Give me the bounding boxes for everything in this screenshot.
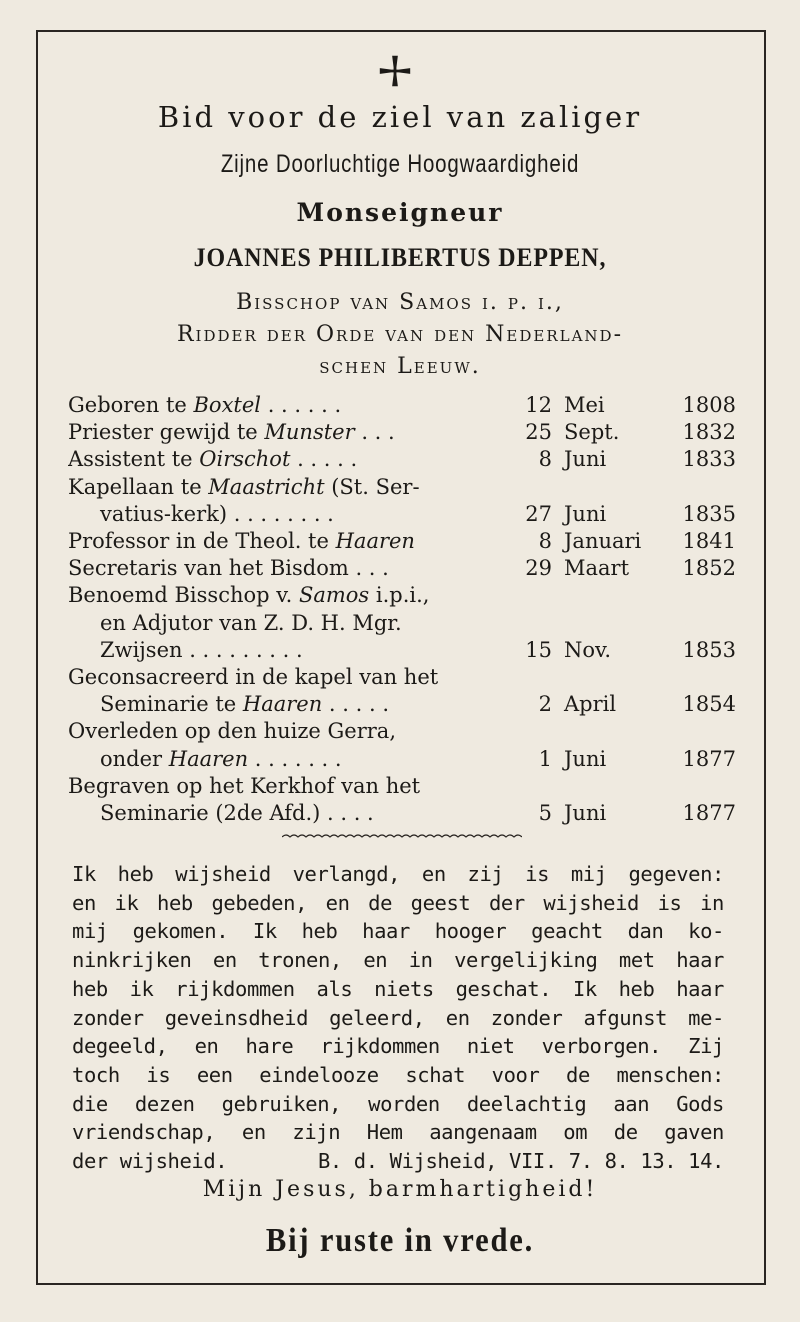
career-description — [68, 664, 508, 718]
career-date — [508, 419, 736, 446]
career-year: 1877 — [682, 746, 736, 771]
career-year: 1832 — [682, 420, 736, 445]
career-description — [68, 718, 508, 772]
career-year: 1833 — [682, 447, 736, 472]
quote-source-line — [72, 1147, 724, 1176]
career-day: 27 — [525, 501, 552, 526]
career-day: 15 — [525, 637, 552, 662]
quote-line: vriendschap, en zijn Hem aangenaam om de gaven — [72, 1120, 724, 1145]
career-day: 1 — [538, 746, 552, 771]
career-description — [68, 773, 508, 827]
career-entry — [68, 664, 738, 718]
career-description-line: Kapellaan te Maastricht (St. Ser- — [68, 474, 420, 499]
career-date — [508, 746, 736, 773]
career-description-line: Benoemd Bisschop v. Samos i.p.i., — [68, 583, 430, 608]
career-description-line: Secretaris van het Bisdom . . . — [68, 556, 389, 581]
quote-line: heb ik rijkdommen als niets geschat. Ik heb haar — [72, 976, 724, 1001]
career-entry — [68, 555, 738, 582]
career-date — [508, 446, 736, 473]
career-year: 1852 — [682, 556, 736, 581]
career-description-line: Geconsacreerd in de kapel van het — [68, 665, 439, 690]
quote-line: Ik heb wijsheid verlangd, en zij is mij gegeven: — [72, 862, 724, 886]
quote-line: zonder geveinsdheid geleerd, en zonder afgunst me- — [72, 1005, 724, 1030]
career-entry — [68, 392, 738, 419]
career-month: Juni — [564, 801, 607, 826]
career-description — [68, 555, 508, 582]
career-entry — [68, 773, 738, 827]
career-year: 1853 — [682, 637, 736, 662]
career-month: April — [564, 692, 617, 717]
heading-order-line1: Ridder der Orde van den Nederland- — [176, 322, 624, 347]
career-year: 1854 — [682, 692, 736, 717]
rest-in-peace: Bij ruste in vrede. — [265, 1222, 535, 1259]
career-description-line: Zwijsen . . . . . . . . . — [100, 637, 303, 662]
scripture-quote — [72, 860, 724, 1176]
heading-order-line2: schen Leeuw. — [319, 354, 481, 379]
career-description-line: en Adjutor van Z. D. H. Mgr. — [100, 610, 402, 635]
career-month: Juni — [564, 447, 607, 472]
career-date — [508, 555, 736, 582]
career-year: 1841 — [682, 529, 736, 554]
career-entry — [68, 419, 738, 446]
career-description — [68, 446, 508, 473]
career-description-line: Priester gewijd te Munster . . . — [68, 420, 395, 445]
career-description-line: Geboren te Boxtel . . . . . . — [68, 393, 342, 417]
deceased-name: JOANNES PHILIBERTUS DEPPEN, — [193, 243, 607, 272]
career-year: 1835 — [682, 501, 736, 526]
career-month: Nov. — [564, 637, 612, 662]
closing-prayer: Mijn Jesus, barmhartigheid! — [202, 1177, 598, 1202]
career-month: Maart — [564, 556, 630, 581]
career-description — [68, 528, 508, 555]
career-description — [68, 392, 508, 419]
career-month: Juni — [564, 746, 607, 771]
career-description-line: vatius-kerk) . . . . . . . . — [100, 501, 334, 526]
career-entry — [68, 718, 738, 772]
career-description-line: onder Haaren . . . . . . . — [100, 746, 342, 771]
career-date — [508, 501, 736, 528]
wavy-divider — [282, 832, 522, 842]
career-description-line: Seminarie (2de Afd.) . . . . — [100, 801, 374, 826]
career-date — [508, 528, 736, 555]
career-month: Juni — [564, 501, 607, 526]
heading-prayer-line: Bid voor de ziel van zaliger — [157, 100, 643, 134]
cross-icon — [376, 52, 414, 90]
quote-line: degeeld, en hare rijkdommen niet verborgen. Zij — [72, 1034, 724, 1059]
career-description-line: Assistent te Oirschot . . . . . — [68, 447, 358, 472]
career-day: 2 — [538, 692, 552, 717]
career-description-line: Professor in de Theol. te Haaren — [68, 529, 415, 554]
heading-bishop-title: Bisschop van Samos i. p. i., — [236, 290, 564, 315]
career-date — [508, 637, 736, 664]
career-description — [68, 474, 508, 528]
career-entry — [68, 582, 738, 664]
career-date — [508, 392, 736, 419]
career-description — [68, 582, 508, 664]
career-entry — [68, 474, 738, 528]
career-day: 5 — [538, 801, 552, 826]
career-date — [508, 800, 736, 827]
career-year: 1808 — [682, 393, 736, 417]
career-day: 29 — [525, 556, 552, 581]
quote-line: mij gekomen. Ik heb haar hooger geacht dan ko- — [72, 919, 724, 944]
career-day: 8 — [538, 529, 552, 554]
quote-line: die dezen gebruiken, worden deelachtig aan Gods — [72, 1091, 724, 1116]
career-day: 25 — [525, 420, 552, 445]
quote-line: toch is een eindelooze schat voor de menschen: — [72, 1062, 724, 1087]
quote-reference: B. d. Wijsheid, VII. 7. 8. 13. 14. — [317, 1149, 724, 1174]
career-entry — [68, 446, 738, 473]
career-description-line: Seminarie te Haaren . . . . . — [100, 692, 390, 717]
quote-last-line: der wijsheid. — [72, 1149, 228, 1174]
career-month: Januari — [564, 529, 642, 554]
career-day: 8 — [538, 447, 552, 472]
quote-line: en ik heb gebeden, en de geest der wijsheid is in — [72, 890, 724, 915]
career-year: 1877 — [682, 801, 736, 826]
career-month: Mei — [564, 393, 605, 417]
heading-title-line: Zijne Doorluchtige Hoogwaardigheid — [220, 150, 580, 178]
career-date — [508, 691, 736, 718]
career-entry — [68, 528, 738, 555]
quote-line: ninkrijken en tronen, en in vergelijking met haar — [72, 948, 724, 973]
career-description-line: Overleden op den huize Gerra, — [68, 719, 397, 744]
career-day: 12 — [525, 393, 552, 417]
heading-honorific: Monseigneur — [296, 198, 504, 227]
career-month: Sept. — [564, 420, 620, 445]
career-list — [68, 392, 738, 827]
career-description-line: Begraven op het Kerkhof van het — [68, 773, 421, 798]
career-description — [68, 419, 508, 446]
